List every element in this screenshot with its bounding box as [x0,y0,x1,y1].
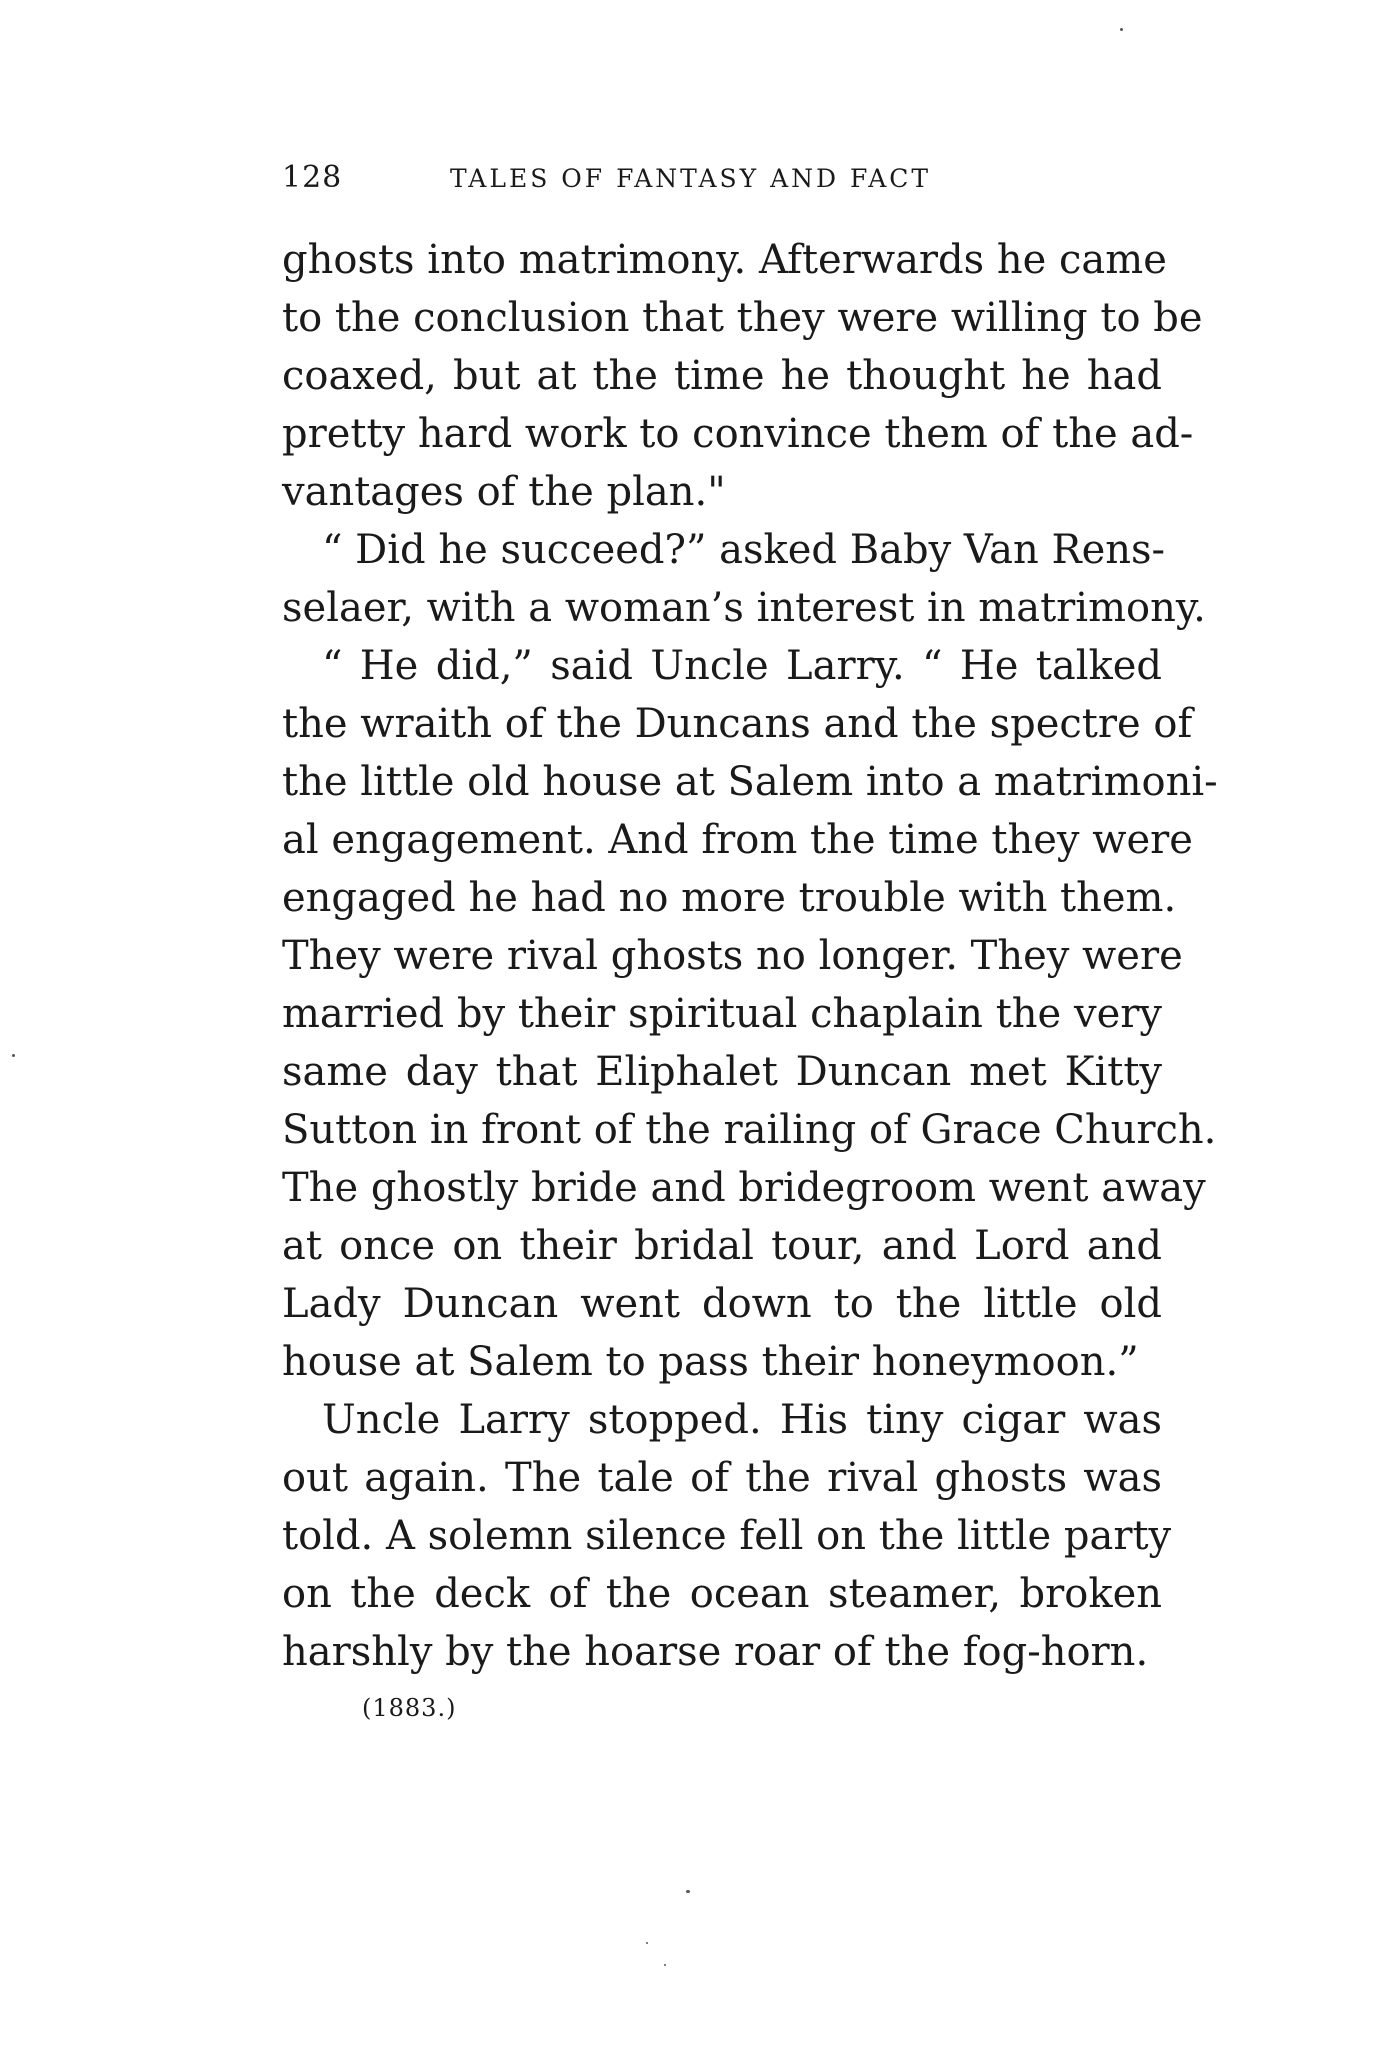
text-line: al engagement. And from the time they were [282,817,1193,863]
text-line: told. A solemn silence fell on the little party [282,1513,1172,1559]
text-line: selaer, with a woman’s interest in matrimony. [282,585,1206,631]
page-number: 128 [282,160,343,195]
text-line: on the deck of the ocean steamer, broken [282,1571,1162,1617]
text-line: same day that Eliphalet Duncan met Kitty [282,1049,1162,1095]
text-line: engaged he had no more trouble with them. [282,875,1177,921]
text-line: house at Salem to pass their honeymoon.” [282,1339,1139,1385]
text-line: pretty hard work to convince them of the ad- [282,411,1194,457]
date-note: (1883.) [362,1694,457,1722]
scan-speck [1120,28,1123,31]
text-line: out again. The tale of the rival ghosts was [282,1455,1162,1501]
running-title: TALES OF FANTASY AND FACT [450,164,932,193]
text-line: “ Did he succeed?” asked Baby Van Rens- [322,527,1166,573]
text-line: at once on their bridal tour, and Lord and [282,1223,1162,1269]
scan-speck [686,1890,690,1893]
text-line: vantages of the plan." [282,469,726,515]
text-line: The ghostly bride and bridegroom went away [282,1165,1206,1211]
scan-speck [646,1942,648,1944]
text-line: ghosts into matrimony. Afterwards he came [282,237,1167,283]
scan-speck [664,1964,666,1966]
text-line: coaxed, but at the time he thought he had [282,353,1162,399]
text-line: Uncle Larry stopped. His tiny cigar was [322,1397,1162,1443]
text-line: the wraith of the Duncans and the spectre of [282,701,1193,747]
text-line: They were rival ghosts no longer. They were [282,933,1183,979]
text-line: married by their spiritual chaplain the very [282,991,1162,1037]
text-line: Sutton in front of the railing of Grace Church. [282,1107,1217,1153]
text-line: the little old house at Salem into a matrimoni- [282,759,1218,805]
text-line: “ He did,” said Uncle Larry. “ He talked [322,643,1162,689]
text-line: to the conclusion that they were willing to be [282,295,1203,341]
page-header [282,160,1042,200]
text-line: harshly by the hoarse roar of the fog-horn. [282,1629,1149,1675]
text-line: Lady Duncan went down to the little old [282,1281,1162,1327]
scan-speck [12,1054,15,1057]
